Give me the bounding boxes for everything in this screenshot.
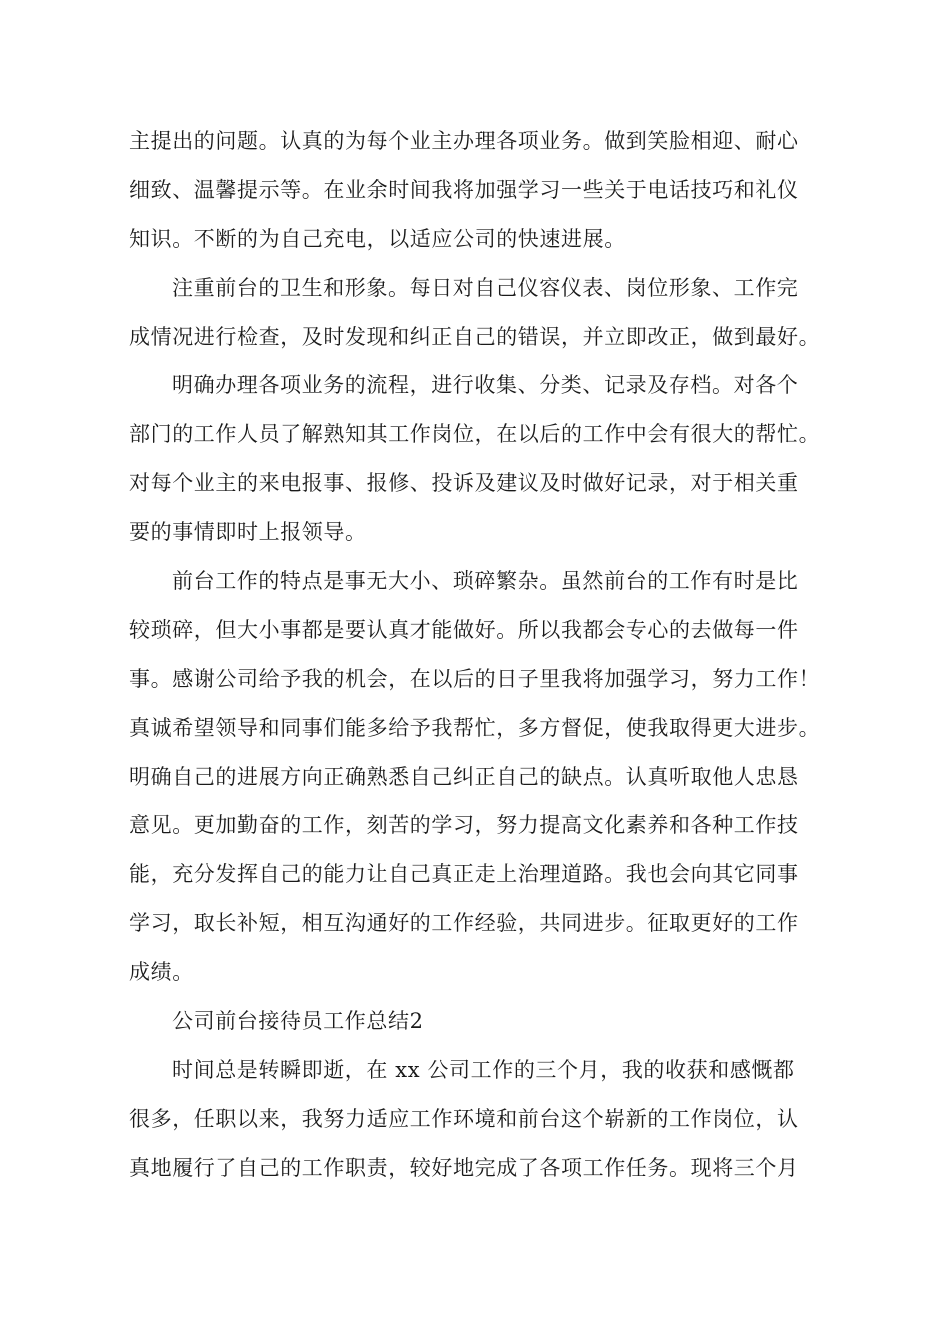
text-line: 主提出的问题。认真的为每个业主办理各项业务。做到笑脸相迎、耐心	[129, 129, 799, 153]
text-line: 学习，取长补短，相互沟通好的工作经验，共同进步。征取更好的工作	[129, 911, 799, 936]
text-line: 要的事情即时上报领导。	[129, 520, 367, 545]
text-line: 真地履行了自己的工作职责，较好地完成了各项工作任务。现将三个月	[129, 1155, 799, 1180]
paragraph-start-line: 时间总是转瞬即逝，在 xx 公司工作的三个月，我的收获和感慨都	[172, 1057, 795, 1082]
text-line: 很多，任职以来，我努力适应工作环境和前台这个崭新的工作岗位，认	[129, 1106, 799, 1131]
text-line: 意见。更加勤奋的工作，刻苦的学习，努力提高文化素养和各种工作技	[129, 813, 799, 838]
text-line: 细致、温馨提示等。在业余时间我将加强学习一些关于电话技巧和礼仪	[129, 177, 799, 202]
text-line: 真诚希望领导和同事们能多给予我帮忙，多方督促，使我取得更大进步。	[129, 715, 821, 740]
text-line: 明确自己的进展方向正确熟悉自己纠正自己的缺点。认真听取他人忠恳	[129, 764, 799, 789]
paragraph-start-line: 前台工作的特点是事无大小、琐碎繁杂。虽然前台的工作有时是比	[172, 569, 799, 594]
text-line: 成绩。	[129, 960, 194, 985]
paragraph-start-line: 明确办理各项业务的流程，进行收集、分类、记录及存档。对各个	[172, 373, 799, 398]
text-line: 成情况进行检查，及时发现和纠正自己的错误，并立即改正，做到最好。	[129, 324, 821, 349]
text-line: 对每个业主的来电报事、报修、投诉及建议及时做好记录，对于相关重	[129, 471, 799, 496]
text-line: 知识。不断的为自己充电，以适应公司的快速进展。	[129, 226, 626, 251]
paragraph-start-line: 注重前台的卫生和形象。每日对自己仪容仪表、岗位形象、工作完	[172, 275, 799, 300]
text-line: 部门的工作人员了解熟知其工作岗位，在以后的工作中会有很大的帮忙。	[129, 422, 821, 447]
text-line: 能，充分发挥自己的能力让自己真正走上治理道路。我也会向其它同事	[129, 862, 799, 887]
document-body	[129, 117, 829, 1193]
text-line: 较琐碎，但大小事都是要认真才能做好。所以我都会专心的去做每一件	[129, 617, 799, 642]
text-line: 事。感谢公司给予我的机会，在以后的日子里我将加强学习，努力工作！	[129, 666, 821, 691]
section-heading: 公司前台接待员工作总结2	[172, 1009, 424, 1034]
